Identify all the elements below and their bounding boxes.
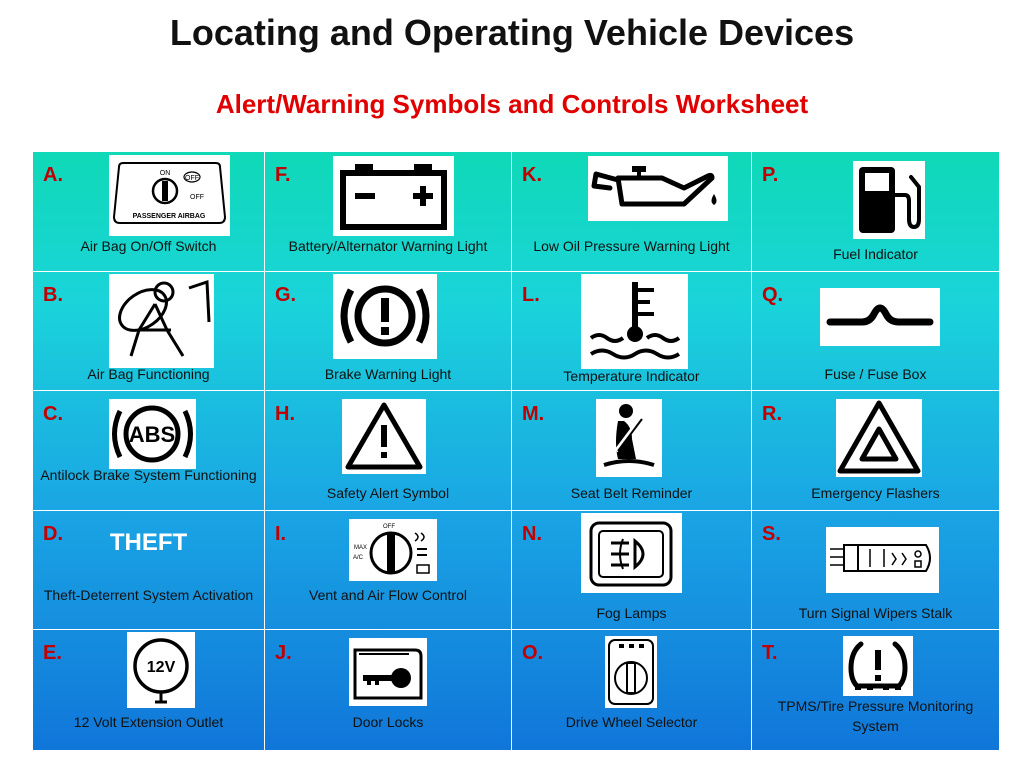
cell-letter: C. [43,403,63,426]
ac-text: A/C [353,554,364,561]
drive-wheel-selector-icon [605,636,657,708]
cell-label: 12 Volt Extension Outlet [73,714,224,731]
cell-b [33,272,265,392]
cell-k [512,152,752,272]
cell-n [512,511,752,631]
cell-letter: L. [522,283,540,306]
cell-label: Theft-Deterrent System Activation [43,586,254,603]
cell-m [512,391,752,511]
cell-letter: N. [522,522,542,545]
cell-letter: D. [43,522,63,545]
cell-label: Low Oil Pressure Warning Light [533,238,730,254]
cell-l [512,272,752,392]
cell-e [33,630,265,750]
cell-a [33,152,265,272]
oil-can-icon [588,156,728,221]
cell-letter: O. [522,642,544,665]
cell-letter: Q. [762,283,784,306]
cell-label: TPMS/Tire Pressure Monitoring System [777,698,974,735]
airbag-on-off-switch-icon [109,155,230,236]
max-text: MAX [354,544,368,551]
cell-letter: J. [275,642,292,665]
hazard-triangle-icon [836,399,922,477]
cell-h [265,391,512,511]
cell-letter: H. [275,403,295,426]
cell-label: Air Bag On/Off Switch [80,238,217,254]
theft-text: THEFT [109,528,188,556]
cell-label: Vent and Air Flow Control [309,586,467,603]
cell-r [752,391,999,511]
off-text: OFF [185,175,199,182]
cell-t [752,630,999,750]
cell-label: Battery/Alternator Warning Light [288,238,488,254]
cell-label: Turn Signal Wipers Stalk [798,604,953,621]
cell-letter: S. [762,522,781,545]
page-subtitle: Alert/Warning Symbols and Controls Worksheet [215,89,809,119]
passenger-airbag-text: PASSENGER AIRBAG [132,213,206,220]
cell-label: Fog Lamps [596,604,667,621]
fog-lamp-switch-icon [581,513,682,593]
cell-q [752,272,999,392]
vent-airflow-knob-icon [349,519,437,581]
off-text: OFF [383,523,395,530]
brake-warning-icon [333,274,437,359]
page-title: Locating and Operating Vehicle Devices [169,12,855,53]
cell-label: Brake Warning Light [324,365,452,382]
cell-i [265,511,512,631]
symbols-table [33,152,999,750]
cell-letter: A. [43,164,63,186]
cell-letter: B. [43,283,63,306]
cell-label: Air Bag Functioning [87,365,210,382]
cell-j [265,630,512,750]
cell-p [752,152,999,272]
cell-letter: M. [522,403,545,426]
cell-letter: T. [762,642,778,665]
cell-label: Fuse / Fuse Box [824,365,927,382]
fuel-pump-icon [853,161,925,239]
cell-letter: F. [275,164,291,186]
cell-label: Antilock Brake System Functioning [40,467,257,484]
turn-signal-stalk-icon [826,527,939,593]
cell-c [33,391,265,511]
cell-o [512,630,752,750]
abs-text: ABS [128,422,176,448]
off-text: OFF [190,194,204,201]
cell-label: Temperature Indicator [563,367,700,384]
airbag-functioning-icon [109,274,214,368]
12v-text: 12V [146,659,176,677]
cell-letter: E. [43,642,62,665]
cell-label: Fuel Indicator [833,246,918,262]
fuse-icon [820,288,940,346]
cell-d [33,511,265,631]
tire-pressure-icon [843,636,913,696]
cell-letter: G. [275,283,297,306]
cell-f [265,152,512,272]
cell-letter: P. [762,164,779,186]
seat-belt-icon [596,399,662,477]
12-volt-outlet-icon [127,632,195,708]
door-lock-icon [349,638,427,706]
cell-letter: K. [522,164,542,186]
cell-label: Drive Wheel Selector [565,714,698,731]
safety-alert-icon [342,399,426,474]
cell-g [265,272,512,392]
abs-icon [109,399,196,469]
battery-icon [333,156,454,236]
cell-letter: I. [275,522,287,545]
on-text: ON [159,170,171,177]
cell-s [752,511,999,631]
cell-label: Door Locks [352,714,424,731]
cell-letter: R. [762,403,782,426]
cell-label: Seat Belt Reminder [570,485,693,502]
coolant-temperature-icon [581,274,688,369]
cell-label: Safety Alert Symbol [326,485,450,502]
cell-label: Emergency Flashers [811,485,940,502]
